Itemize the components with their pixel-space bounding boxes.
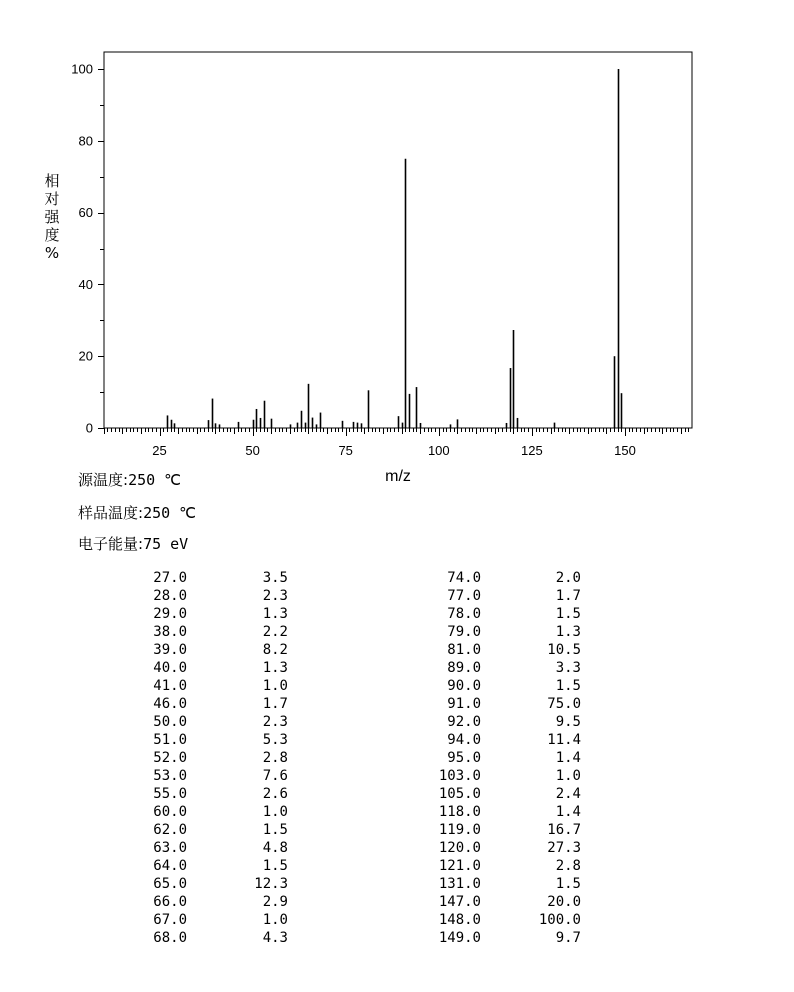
peak-intensity: 16.7 [547, 822, 581, 838]
peak-mz: 29.0 [153, 606, 187, 622]
peak-intensity: 75.0 [547, 696, 581, 712]
y-tick-label: 20 [78, 348, 93, 364]
peak-intensity: 1.3 [262, 660, 288, 676]
peak-intensity: 12.3 [254, 876, 288, 892]
peak-table-right [0, 569, 794, 947]
y-tick-label: 80 [78, 133, 93, 149]
x-tick-label: 125 [521, 443, 543, 458]
peak-intensity: 1.7 [555, 588, 581, 604]
peak-mz: 41.0 [153, 678, 187, 694]
peak-table-row [0, 695, 794, 713]
peak-mz: 77.0 [447, 588, 481, 604]
peak-intensity: 9.5 [555, 714, 581, 730]
peak-mz: 38.0 [153, 624, 187, 640]
peak-table-row [0, 929, 794, 947]
y-tick-label: 0 [85, 420, 93, 436]
plot-frame [104, 52, 692, 428]
peak-table-row [0, 659, 794, 677]
peak-intensity: 1.4 [555, 750, 581, 766]
peak-table-row [0, 803, 794, 821]
y-tick-label: 40 [78, 276, 93, 292]
peak-intensity: 3.3 [555, 660, 581, 676]
peak-intensity: 1.5 [555, 678, 581, 694]
peak-intensity: 2.2 [262, 624, 288, 640]
electron-energy-value: 75 eV [143, 535, 189, 553]
peak-mz: 103.0 [438, 768, 481, 784]
peak-intensity: 2.8 [555, 858, 581, 874]
source-temperature-label: 源温度: [78, 471, 129, 489]
peak-intensity: 100.0 [538, 912, 581, 928]
peak-intensity: 7.6 [262, 768, 288, 784]
peak-intensity: 2.9 [262, 894, 288, 910]
x-tick-label: 100 [427, 443, 450, 458]
peak-mz: 78.0 [447, 606, 481, 622]
peak-intensity: 1.0 [555, 768, 581, 784]
peak-mz: 79.0 [447, 624, 481, 640]
peak-intensity: 1.5 [262, 858, 288, 874]
peak-table-row [0, 641, 794, 659]
peak-mz: 39.0 [153, 642, 187, 658]
peak-intensity: 1.0 [262, 804, 288, 820]
peak-table-row [0, 821, 794, 839]
peak-mz: 95.0 [447, 750, 481, 766]
sample-temperature [78, 504, 196, 522]
peak-table-row [0, 785, 794, 803]
peak-intensity: 2.6 [262, 786, 288, 802]
peak-mz: 63.0 [153, 840, 187, 856]
electron-energy-label: 电子能量: [78, 535, 144, 553]
peak-table-row [0, 587, 794, 605]
peak-intensity: 1.3 [262, 606, 288, 622]
peak-intensity: 8.2 [262, 642, 288, 658]
peak-table-row [0, 713, 794, 731]
peak-intensity: 2.8 [262, 750, 288, 766]
peak-mz: 40.0 [153, 660, 187, 676]
peak-intensity: 4.3 [262, 930, 288, 946]
peak-mz: 67.0 [153, 912, 187, 928]
peak-mz: 149.0 [438, 930, 481, 946]
x-tick-label: 150 [614, 443, 636, 458]
peak-intensity: 1.5 [555, 606, 581, 622]
peak-mz: 65.0 [153, 876, 187, 892]
peak-intensity: 11.4 [547, 732, 581, 748]
peak-intensity: 4.8 [262, 840, 288, 856]
peak-mz: 105.0 [438, 786, 481, 802]
peak-mz: 62.0 [153, 822, 187, 838]
y-tick-label: 100 [71, 61, 93, 77]
peak-mz: 46.0 [153, 696, 187, 712]
peak-intensity: 2.0 [555, 570, 581, 586]
peak-table-row [0, 569, 794, 587]
peak-table-row [0, 875, 794, 893]
sample-temperature-value: 250 ℃ [143, 504, 197, 522]
peak-mz: 60.0 [153, 804, 187, 820]
peak-intensity: 1.5 [262, 822, 288, 838]
peak-table-row [0, 911, 794, 929]
y-axis-label: 相对强度% [44, 172, 60, 262]
peak-intensity: 1.0 [262, 678, 288, 694]
peak-intensity: 1.5 [555, 876, 581, 892]
peak-mz: 118.0 [438, 804, 481, 820]
peak-intensity: 2.3 [262, 588, 288, 604]
peak-mz: 120.0 [438, 840, 481, 856]
peak-intensity: 1.4 [555, 804, 581, 820]
peak-mz: 66.0 [153, 894, 187, 910]
x-axis-label: m/z [385, 468, 411, 485]
peak-mz: 94.0 [447, 732, 481, 748]
peak-intensity: 1.7 [262, 696, 288, 712]
sample-temperature-label: 样品温度: [78, 504, 144, 522]
source-temperature-value: 250 ℃ [128, 471, 182, 489]
x-tick-label: 50 [245, 443, 260, 458]
peak-mz: 68.0 [153, 930, 187, 946]
peak-mz: 148.0 [438, 912, 481, 928]
peak-mz: 81.0 [447, 642, 481, 658]
peak-mz: 92.0 [447, 714, 481, 730]
x-tick-label: 75 [338, 443, 353, 458]
peak-mz: 27.0 [153, 570, 187, 586]
peak-table-row [0, 731, 794, 749]
peak-mz: 28.0 [153, 588, 187, 604]
source-temperature [78, 471, 181, 489]
peak-intensity: 3.5 [262, 570, 288, 586]
peak-intensity: 2.3 [262, 714, 288, 730]
y-tick-label: 60 [78, 205, 93, 221]
peak-mz: 147.0 [438, 894, 481, 910]
peak-intensity: 5.3 [262, 732, 288, 748]
peak-table-row [0, 839, 794, 857]
peak-table-row [0, 623, 794, 641]
peak-intensity: 20.0 [547, 894, 581, 910]
peak-mz: 64.0 [153, 858, 187, 874]
peak-table-row [0, 893, 794, 911]
peak-mz: 50.0 [153, 714, 187, 730]
peak-intensity: 9.7 [555, 930, 581, 946]
electron-energy [78, 535, 188, 553]
peak-mz: 52.0 [153, 750, 187, 766]
peak-table-row [0, 605, 794, 623]
peak-mz: 89.0 [447, 660, 481, 676]
x-tick-label: 25 [152, 443, 167, 458]
peak-table-row [0, 749, 794, 767]
peak-mz: 121.0 [438, 858, 481, 874]
peak-mz: 51.0 [153, 732, 187, 748]
peak-intensity: 1.0 [262, 912, 288, 928]
peak-intensity: 10.5 [547, 642, 581, 658]
peak-table-row [0, 857, 794, 875]
peak-mz: 53.0 [153, 768, 187, 784]
peak-table-row [0, 677, 794, 695]
peak-intensity: 2.4 [555, 786, 581, 802]
peak-mz: 119.0 [438, 822, 481, 838]
peak-mz: 131.0 [438, 876, 481, 892]
peak-intensity: 27.3 [547, 840, 581, 856]
peak-intensity: 1.3 [555, 624, 581, 640]
peak-table-row [0, 767, 794, 785]
peak-mz: 91.0 [447, 696, 481, 712]
peak-mz: 74.0 [447, 570, 481, 586]
peak-mz: 90.0 [447, 678, 481, 694]
peak-mz: 55.0 [153, 786, 187, 802]
